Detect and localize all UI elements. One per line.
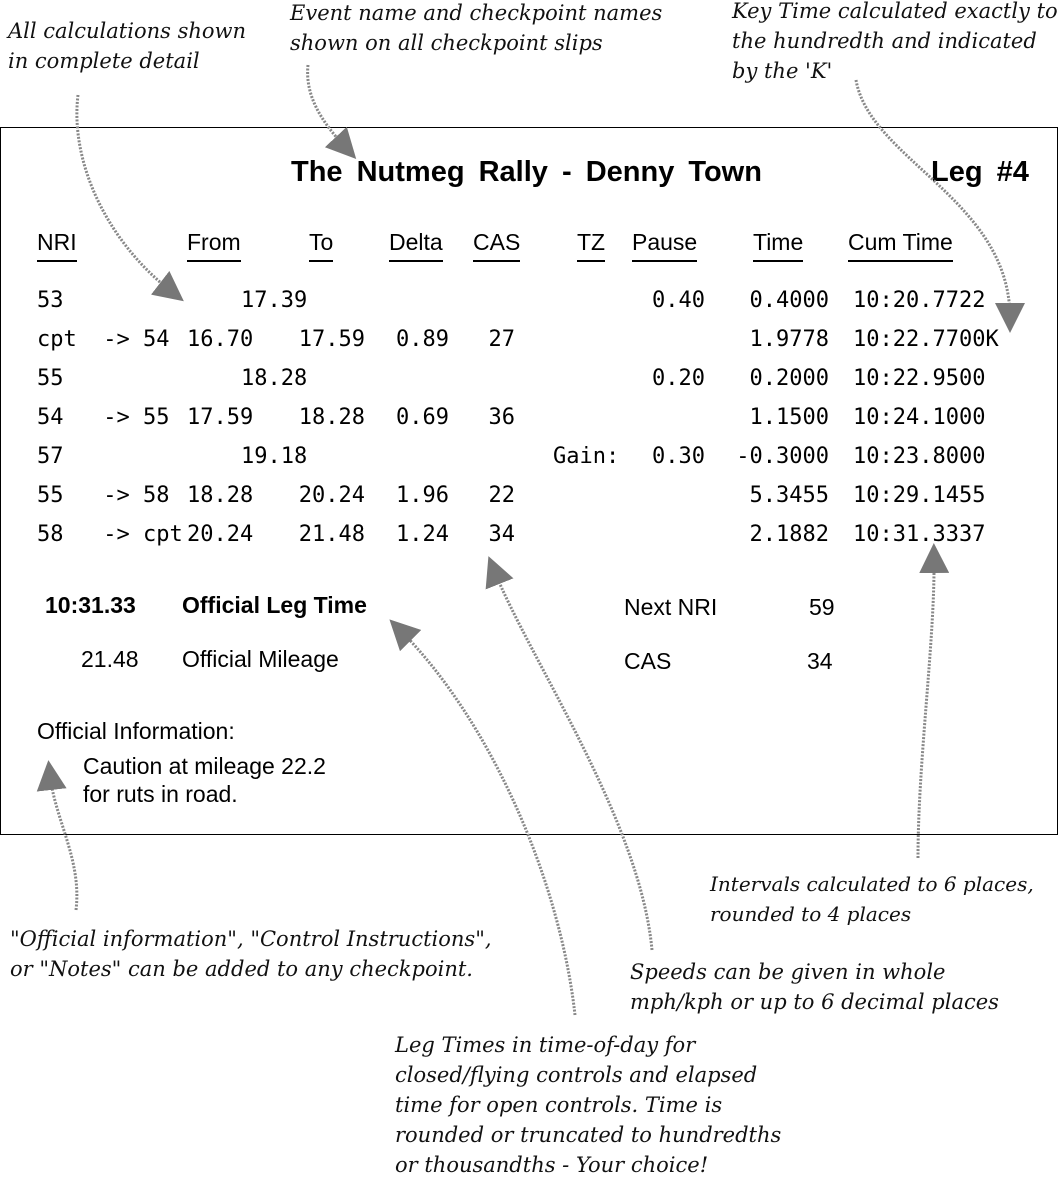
cell-cas: 36 bbox=[488, 405, 515, 430]
next-nri-value: 59 bbox=[809, 594, 835, 620]
header-nri: NRI bbox=[37, 229, 77, 262]
annotation-event-name: Event name and checkpoint names shown on all checkpoint slips bbox=[290, 1, 663, 55]
event-title: The Nutmeg Rally - Denny Town bbox=[291, 156, 762, 188]
cell-delta: 0.89 bbox=[396, 327, 449, 352]
cell-cum-time: 10:20.7722 bbox=[853, 288, 986, 313]
cell-from: 17.39 bbox=[241, 288, 308, 313]
cell-nri: cpt -> 54 bbox=[37, 327, 170, 352]
cell-from: 19.18 bbox=[241, 444, 308, 469]
cell-to: 17.59 bbox=[298, 327, 365, 352]
cell-tz: Gain: bbox=[553, 444, 620, 469]
cell-cum-time: 10:23.8000 bbox=[853, 444, 986, 469]
cell-from: 18.28 bbox=[187, 483, 254, 508]
cell-from: 20.24 bbox=[187, 522, 254, 547]
checkpoint-slip bbox=[0, 127, 1058, 835]
cell-time: -0.3000 bbox=[736, 444, 829, 469]
cell-from: 17.59 bbox=[187, 405, 254, 430]
cell-time: 1.9778 bbox=[749, 327, 829, 352]
header-cum-time: Cum Time bbox=[848, 229, 953, 262]
header-delta: Delta bbox=[389, 229, 443, 262]
cell-cum-time: 10:31.3337 bbox=[853, 522, 986, 547]
header-from: From bbox=[187, 229, 241, 262]
cell-cas: 22 bbox=[488, 483, 515, 508]
cell-cum-time: 10:22.7700K bbox=[853, 327, 999, 352]
cell-delta: 1.96 bbox=[396, 483, 449, 508]
leg-number: Leg #4 bbox=[931, 156, 1029, 188]
cell-cum-time: 10:24.1000 bbox=[853, 405, 986, 430]
official-mileage-value: 21.48 bbox=[81, 646, 139, 672]
cas-label: CAS bbox=[624, 648, 672, 674]
annotation-official-information: "Official information", "Control Instructions", or "Notes" can be added to any checkpoint. bbox=[10, 927, 492, 981]
cell-time: 2.1882 bbox=[749, 522, 829, 547]
header-cas: CAS bbox=[473, 229, 520, 262]
next-nri-label: Next NRI bbox=[624, 594, 718, 620]
cell-nri: 55 -> 58 bbox=[37, 483, 170, 508]
cell-time: 5.3455 bbox=[749, 483, 829, 508]
cell-time: 0.4000 bbox=[749, 288, 829, 313]
official-information-heading: Official Information: bbox=[37, 718, 235, 744]
annotation-intervals: Intervals calculated to 6 places, rounded to 4 places bbox=[710, 872, 1034, 926]
cell-from: 18.28 bbox=[241, 366, 308, 391]
header-time: Time bbox=[753, 229, 803, 262]
cell-to: 21.48 bbox=[298, 522, 365, 547]
cell-time: 1.1500 bbox=[749, 405, 829, 430]
cell-cas: 27 bbox=[488, 327, 515, 352]
annotation-leg-times: Leg Times in time-of-day for closed/flying controls and elapsed time for open controls. Time is rounded or truncated to hundredths or thousandths - Your choice! bbox=[395, 1033, 782, 1177]
annotation-speeds: Speeds can be given in whole mph/kph or up to 6 decimal places bbox=[630, 960, 999, 1014]
cell-from: 16.70 bbox=[187, 327, 254, 352]
cell-pause: 0.20 bbox=[652, 366, 705, 391]
cas-value: 34 bbox=[807, 648, 833, 674]
cell-to: 20.24 bbox=[298, 483, 365, 508]
cell-nri: 58 -> cpt bbox=[37, 522, 183, 547]
annotation-calculations: All calculations shown in complete detail bbox=[8, 19, 247, 73]
header-to: To bbox=[309, 229, 333, 262]
cell-cas: 34 bbox=[488, 522, 515, 547]
cell-nri: 53 bbox=[37, 288, 64, 313]
official-leg-time-label: Official Leg Time bbox=[182, 592, 367, 618]
annotation-key-time: Key Time calculated exactly to the hundredth and indicated by the 'K' bbox=[732, 0, 1058, 83]
cell-delta: 1.24 bbox=[396, 522, 449, 547]
cell-to: 18.28 bbox=[298, 405, 365, 430]
cell-cum-time: 10:29.1455 bbox=[853, 483, 986, 508]
official-mileage-label: Official Mileage bbox=[182, 646, 339, 672]
cell-time: 0.2000 bbox=[749, 366, 829, 391]
official-leg-time-value: 10:31.33 bbox=[45, 592, 136, 618]
cell-cum-time: 10:22.9500 bbox=[853, 366, 986, 391]
cell-delta: 0.69 bbox=[396, 405, 449, 430]
header-tz: TZ bbox=[577, 229, 605, 262]
cell-nri: 55 bbox=[37, 366, 64, 391]
official-information-text: Caution at mileage 22.2 for ruts in road. bbox=[83, 753, 326, 807]
cell-pause: 0.40 bbox=[652, 288, 705, 313]
cell-nri: 54 -> 55 bbox=[37, 405, 170, 430]
header-pause: Pause bbox=[632, 229, 697, 262]
cell-pause: 0.30 bbox=[652, 444, 705, 469]
cell-nri: 57 bbox=[37, 444, 64, 469]
